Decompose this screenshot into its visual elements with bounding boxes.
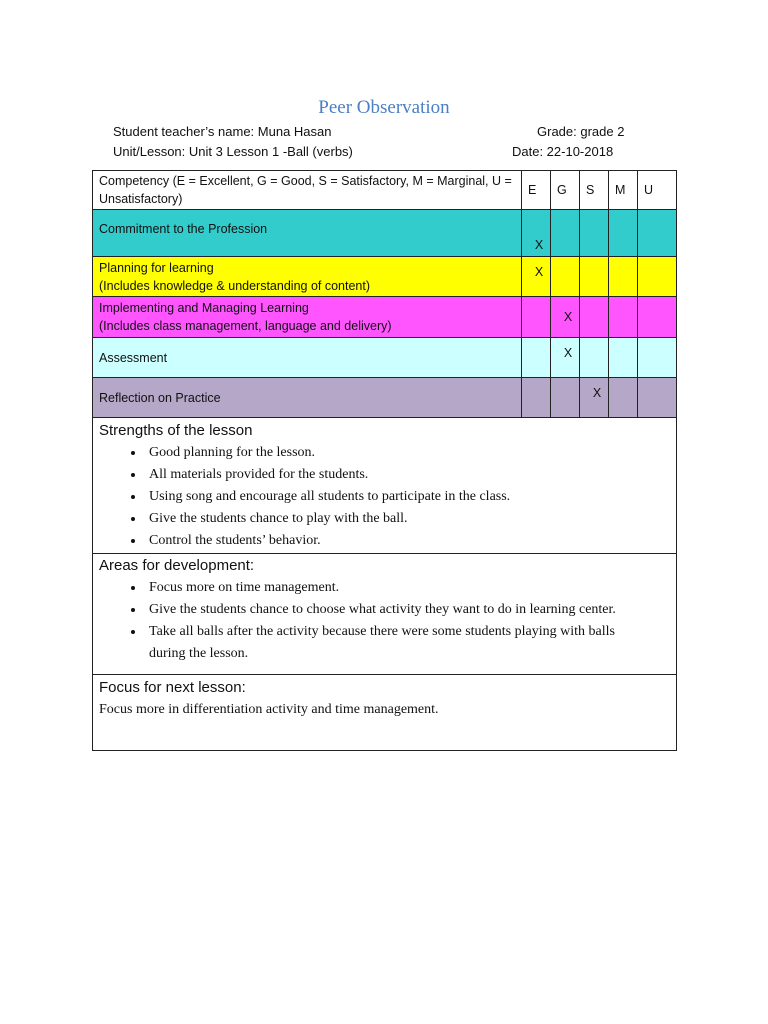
rating-cell-e bbox=[522, 378, 551, 418]
list-item: • Good planning for the lesson. bbox=[145, 442, 676, 464]
rating-cell-e: X bbox=[522, 257, 551, 297]
list-item: • Give the students chance to play with the ball. bbox=[145, 508, 676, 530]
rating-cell-u bbox=[638, 297, 677, 338]
grade: Grade: grade 2 bbox=[537, 124, 625, 139]
development-heading: Areas for development: bbox=[99, 557, 255, 574]
observation-table bbox=[92, 170, 677, 751]
competency-label bbox=[93, 378, 522, 418]
list-item: • Take all balls after the activity because there were some students playing with balls during the lesson. bbox=[145, 621, 676, 665]
unit-lesson: Unit/Lesson: Unit 3 Lesson 1 -Ball (verbs) bbox=[113, 144, 353, 159]
development-section bbox=[93, 554, 677, 675]
competency-line2: (Includes class management, language and delivery) bbox=[99, 319, 392, 333]
rating-cell-s bbox=[580, 338, 609, 378]
competency-row bbox=[93, 257, 677, 297]
rating-cell-m bbox=[609, 378, 638, 418]
page-title: Peer Observation bbox=[318, 97, 450, 118]
rating-cell-u bbox=[638, 378, 677, 418]
next-lesson-heading: Focus for next lesson: bbox=[99, 679, 246, 696]
rating-cell-g bbox=[551, 378, 580, 418]
strengths-list bbox=[99, 442, 676, 552]
rating-cell-m bbox=[609, 338, 638, 378]
list-item: • Focus more on time management. bbox=[145, 577, 676, 599]
rating-header-g: G bbox=[551, 171, 580, 210]
strengths-section bbox=[93, 418, 677, 554]
list-item: • All materials provided for the students. bbox=[145, 464, 676, 486]
rating-header-m: M bbox=[609, 171, 638, 210]
competency-row bbox=[93, 378, 677, 418]
next-lesson-text: Focus more in differentiation activity and time management. bbox=[99, 702, 439, 717]
rating-cell-g bbox=[551, 210, 580, 257]
list-item: • Using song and encourage all students to participate in the class. bbox=[145, 486, 676, 508]
competency-row bbox=[93, 297, 677, 338]
competency-row bbox=[93, 210, 677, 257]
rating-cell-m bbox=[609, 297, 638, 338]
competency-line2: (Includes knowledge & understanding of content) bbox=[99, 278, 371, 293]
rating-cell-s bbox=[580, 257, 609, 297]
competency-line1: Reflection on Practice bbox=[99, 390, 221, 405]
next-lesson-section bbox=[93, 675, 677, 751]
rating-cell-u bbox=[638, 257, 677, 297]
rating-header-s: S bbox=[580, 171, 609, 210]
competency-header-row bbox=[93, 171, 677, 210]
rating-cell-s bbox=[580, 297, 609, 338]
competency-line1: Planning for learning bbox=[99, 260, 214, 275]
rating-cell-s: X bbox=[580, 378, 609, 418]
strengths-heading: Strengths of the lesson bbox=[99, 422, 253, 439]
list-item: • Control the students’ behavior. bbox=[145, 530, 676, 552]
competency-line1: Commitment to the Profession bbox=[99, 222, 268, 236]
competency-line1: Assessment bbox=[99, 350, 168, 365]
date: Date: 22-10-2018 bbox=[512, 144, 614, 159]
student-name: Student teacher’s name: Muna Hasan bbox=[113, 124, 332, 139]
list-item: • Give the students chance to choose what activity they want to do in learning center. bbox=[145, 599, 676, 621]
rating-cell-m bbox=[609, 210, 638, 257]
rating-cell-s bbox=[580, 210, 609, 257]
development-cell bbox=[93, 554, 677, 675]
competency-label bbox=[93, 210, 522, 257]
rating-cell-e bbox=[522, 338, 551, 378]
rating-cell-e: X bbox=[522, 210, 551, 257]
rating-cell-u bbox=[638, 338, 677, 378]
rating-cell-g bbox=[551, 257, 580, 297]
competency-line1: Implementing and Managing Learning bbox=[99, 301, 309, 315]
strengths-cell bbox=[93, 418, 677, 554]
competency-label bbox=[93, 297, 522, 338]
rating-cell-m bbox=[609, 257, 638, 297]
rating-cell-g: X bbox=[551, 338, 580, 378]
competency-label bbox=[93, 257, 522, 297]
competency-header: Competency (E = Excellent, G = Good, S = Satisfactory, M = Marginal, U = Unsatisfactory) bbox=[93, 171, 522, 210]
rating-header-u: U bbox=[638, 171, 677, 210]
development-list bbox=[99, 577, 676, 665]
competency-label bbox=[93, 338, 522, 378]
rating-header-e: E bbox=[522, 171, 551, 210]
rating-cell-g: X bbox=[551, 297, 580, 338]
rating-cell-u bbox=[638, 210, 677, 257]
next-lesson-cell bbox=[93, 675, 677, 751]
rating-cell-e bbox=[522, 297, 551, 338]
competency-row bbox=[93, 338, 677, 378]
